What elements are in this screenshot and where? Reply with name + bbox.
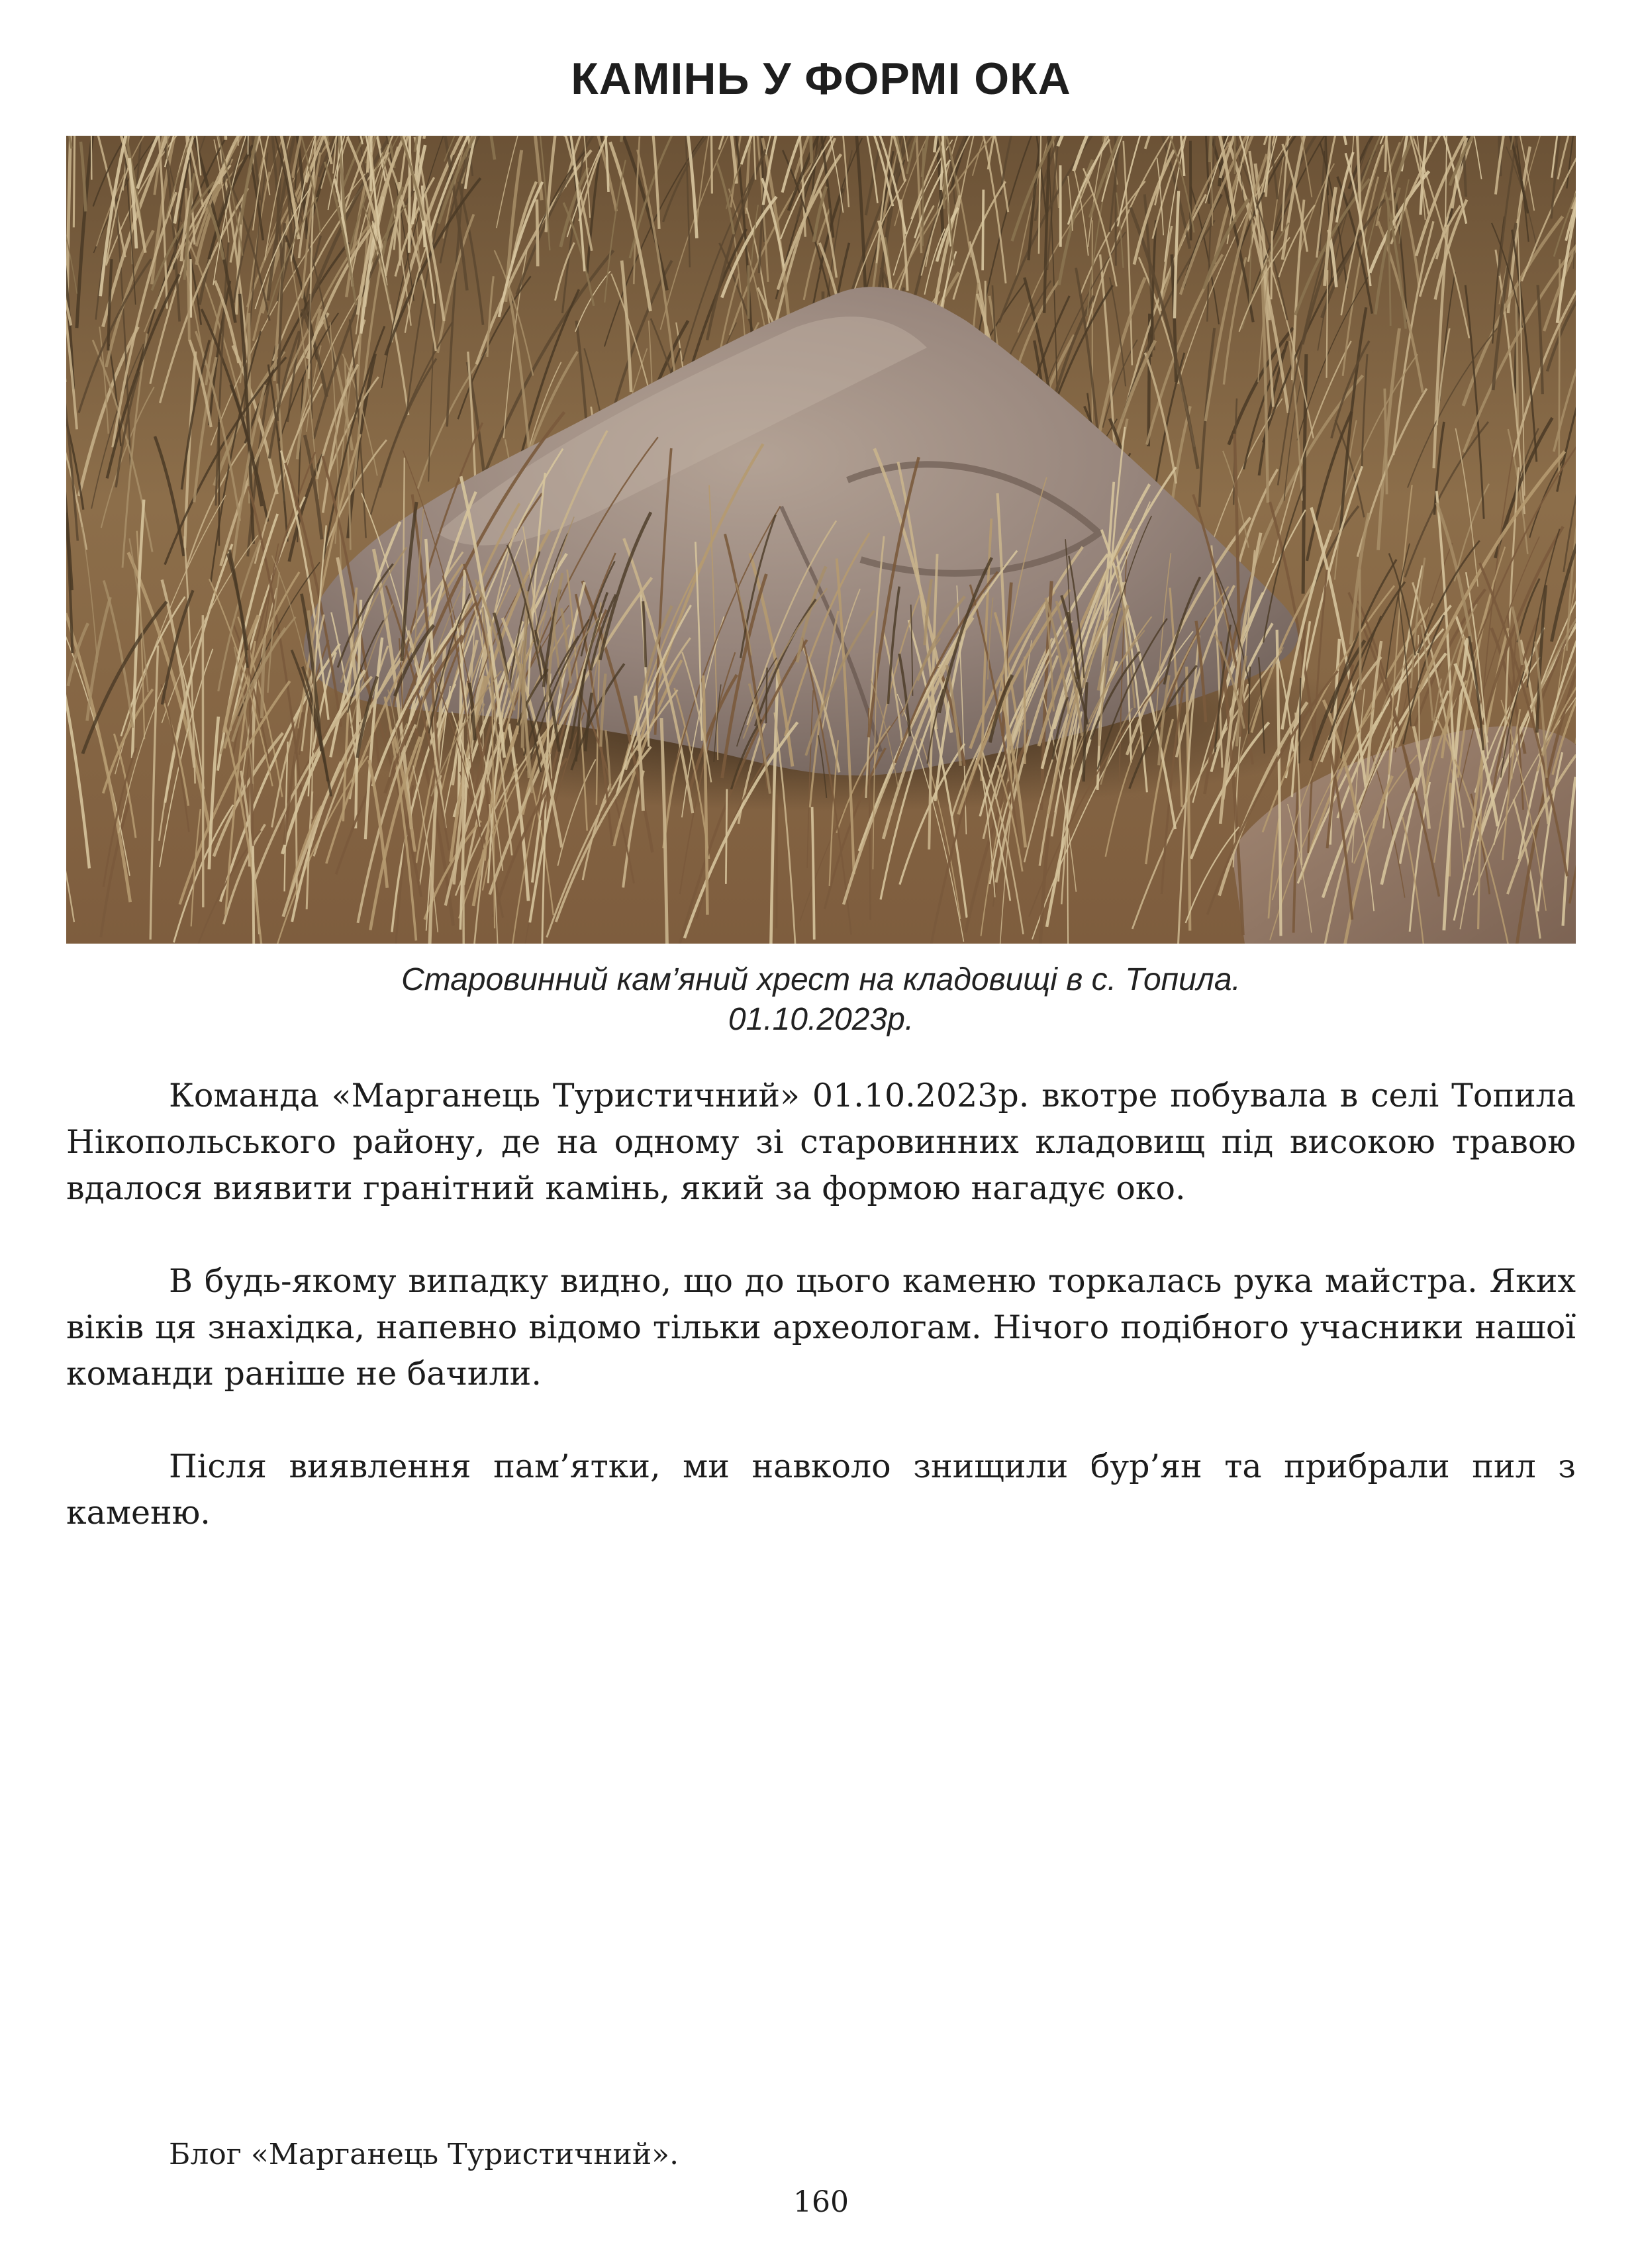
grass-blade — [73, 136, 74, 227]
grass-blade — [711, 136, 712, 193]
grass-blade — [1559, 259, 1560, 475]
grass-blade — [1190, 141, 1191, 240]
caption-line-2: 01.10.2023р. — [728, 1002, 914, 1037]
caption-line-1: Старовинний кам’яний хрест на кладовищі в с. Топила. — [401, 962, 1241, 997]
grass-blade — [253, 846, 254, 944]
stone-photo — [66, 136, 1576, 944]
grass-blade — [537, 199, 538, 266]
photo-caption — [0, 960, 1642, 1040]
grass-blade — [766, 667, 767, 723]
paragraph-2: В будь-якому випадку видно, що до цього каменю торкалась рука майстра. Яких віків ця знахідка, напевно відомо тільки археологам. Нічого подібного учасники нашої команди раніше не бачили. — [66, 1262, 1576, 1393]
grass-blade — [1271, 231, 1272, 299]
paragraph-3: Після виявлення пам’ятки, ми навколо знищили бур’ян та прибрали пил з каменю. — [66, 1448, 1576, 1532]
page-number: 160 — [793, 2185, 849, 2219]
footer-source-note: Блог «Марганець Туристичний». — [169, 2138, 679, 2171]
grass-blade — [409, 136, 410, 253]
grass-blade — [1149, 314, 1150, 446]
paragraph-1: Команда «Марганець Туристичний» 01.10.2023р. вкотре побувала в селі Топила Нікопольського району, де на одному зі старовинних кладовищ під високою травою вдалося виявити гранітний камінь, який за формою нагадує око. — [66, 1077, 1576, 1207]
stone-photo-illustration — [66, 136, 1576, 944]
grass-blade — [1359, 569, 1360, 690]
article-body — [66, 1073, 1576, 1583]
page-title: КАМІНЬ У ФОРМІ ОКА — [571, 54, 1071, 104]
grass-blade — [726, 789, 727, 884]
